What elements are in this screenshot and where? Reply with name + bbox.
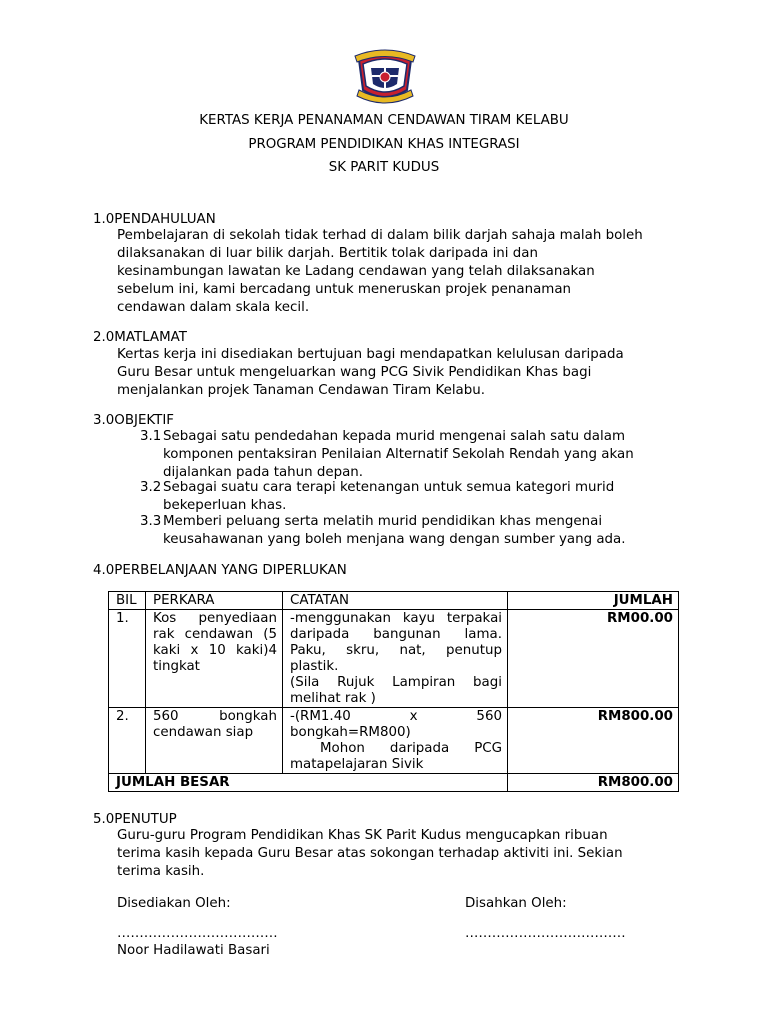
header-catatan: CATATAN — [283, 592, 508, 610]
objective-line: keusahawanan yang boleh menjana wang dengan sumber yang ada. — [163, 532, 626, 547]
section-2-line: Kertas kerja ini disediakan bertujuan bagi mendapatkan kelulusan daripada — [117, 347, 624, 362]
school-crest-logo — [353, 46, 417, 104]
cell-catatan — [283, 708, 508, 774]
section-5-line: terima kasih kepada Guru Besar atas sokongan terhadap aktiviti ini. Sekian — [117, 846, 623, 861]
section-5-line: terima kasih. — [117, 864, 205, 879]
cell-jumlah: RM00.00 — [508, 610, 679, 708]
section-2-heading: 2.0MATLAMAT — [93, 330, 187, 345]
table-total-row — [109, 774, 679, 792]
total-label: JUMLAH BESAR — [109, 774, 508, 792]
section-1-line: Pembelajaran di sekolah tidak terhad di dalam bilik darjah sahaja malah boleh — [117, 228, 643, 243]
section-2-body — [117, 346, 675, 400]
objective-line: dijalankan pada tahun depan. — [163, 465, 364, 480]
school-name: SK PARIT KUDUS — [328, 160, 440, 175]
catatan-line: -menggunakan kayu terpakai daripada bangunan lama. Paku, skru, nat, penutup plastik. — [290, 611, 502, 674]
objective-line: komponen pentaksiran Penilaian Alternatif Sekolah Rendah yang akan — [163, 447, 634, 462]
prepared-by-label: Disediakan Oleh: — [117, 896, 231, 911]
cell-jumlah: RM800.00 — [508, 708, 679, 774]
prepared-signature-line: ……………………………… — [117, 926, 278, 941]
catatan-line: Mohon daripada PCG matapelajaran Sivik — [290, 741, 502, 772]
cell-perkara: 560 bongkah cendawan siap — [146, 708, 283, 774]
objective-number: 3.3 — [140, 514, 162, 529]
total-value: RM800.00 — [508, 774, 679, 792]
table-row — [109, 610, 679, 708]
cell-catatan — [283, 610, 508, 708]
cell-perkara: Kos penyediaan rak cendawan (5 kaki x 10 kaki)4 tingkat — [146, 610, 283, 708]
section-1-line: dilaksanakan di luar bilik darjah. Bertitik tolak daripada ini dan — [117, 246, 538, 261]
table-row — [109, 708, 679, 774]
budget-table — [108, 591, 679, 792]
section-3-heading: 3.0OBJEKTIF — [93, 413, 175, 428]
section-1-line: cendawan dalam skala kecil. — [117, 300, 310, 315]
section-5-line: Guru-guru Program Pendidikan Khas SK Parit Kudus mengucapkan ribuan — [117, 828, 608, 843]
objective-number: 3.2 — [140, 480, 162, 495]
cell-bil: 2. — [109, 708, 146, 774]
objective-line: Sebagai satu pendedahan kepada murid mengenai salah satu dalam — [163, 429, 625, 444]
objective-number: 3.1 — [140, 429, 162, 444]
header-bil: BIL — [109, 592, 146, 610]
approved-by-label: Disahkan Oleh: — [465, 896, 567, 911]
section-2-line: menjalankan projek Tanaman Cendawan Tiram Kelabu. — [117, 383, 486, 398]
objective-line: Sebagai suatu cara terapi ketenangan untuk semua kategori murid — [163, 480, 615, 495]
objective-line: Memberi peluang serta melatih murid pendidikan khas mengenai — [163, 514, 603, 529]
catatan-line: (Sila Rujuk Lampiran bagi melihat rak ) — [290, 675, 502, 706]
catatan-line: -(RM1.40 x 560 bongkah=RM800) — [290, 709, 502, 740]
section-1-body — [117, 227, 675, 317]
section-1-line: kesinambungan lawatan ke Ladang cendawan yang telah dilaksanakan — [117, 264, 595, 279]
section-1-heading: 1.0PENDAHULUAN — [93, 212, 216, 227]
document-title: KERTAS KERJA PENANAMAN CENDAWAN TIRAM KELABU — [199, 113, 569, 128]
header-perkara: PERKARA — [146, 592, 283, 610]
header-jumlah: JUMLAH — [508, 592, 679, 610]
section-4-heading: 4.0PERBELANJAAN YANG DIPERLUKAN — [93, 563, 347, 578]
section-5-body — [117, 827, 675, 881]
cell-bil: 1. — [109, 610, 146, 708]
program-title: PROGRAM PENDIDIKAN KHAS INTEGRASI — [248, 137, 520, 152]
objective-line: bekeperluan khas. — [163, 498, 287, 513]
approved-signature-line: ……………………………… — [465, 926, 626, 941]
section-2-line: Guru Besar untuk mengeluarkan wang PCG Sivik Pendidikan Khas bagi — [117, 365, 592, 380]
section-5-heading: 5.0PENUTUP — [93, 812, 177, 827]
table-header-row — [109, 592, 679, 610]
section-1-line: sebelum ini, kami bercadang untuk meneruskan projek penanaman — [117, 282, 572, 297]
prepared-by-name: Noor Hadilawati Basari — [117, 943, 270, 958]
